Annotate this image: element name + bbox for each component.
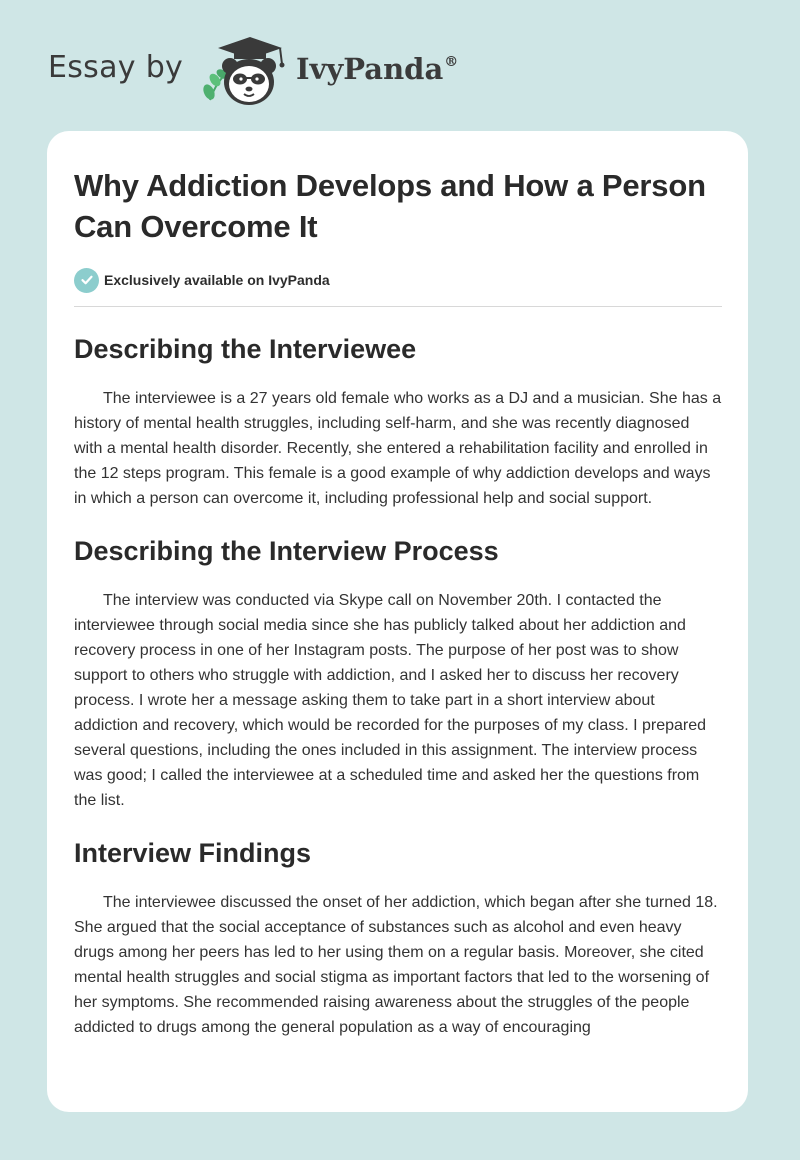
- panda-graduate-logo-icon[interactable]: [200, 34, 292, 110]
- brand-name[interactable]: [296, 52, 458, 86]
- title-divider: [74, 306, 722, 307]
- exclusive-badge: [74, 266, 722, 294]
- section-paragraph: The interview was conducted via Skype call on November 20th. I contacted the interviewee through social media since she has publicly talked about her addiction and recovery process in one of her Instagram posts. The purpose of her post was to show support to others who struggle with addiction, and I asked her to discuss her recovery process. I wrote her a message asking them to take part in a short interview about addiction and recovery, which would be recorded for the purposes of my class. I prepared several questions, including the ones included in this assignment. The interview process was good; I called the interviewee at a scheduled time and asked her the questions from the list.: [74, 592, 707, 809]
- checkmark-glyph: [80, 273, 94, 287]
- section-paragraph: The interviewee is a 27 years old female who works as a DJ and a musician. She has a history of mental health struggles, including self-harm, and she was recently diagnosed with a mental health disorder. Recently, she entered a rehabilitation facility and enrolled in the 12 steps program. This female is a good example of why addiction develops and ways in which a person can overcome it, including professional help and social support.: [74, 390, 722, 507]
- essay-title: Why Addiction Develops and How a Person Can Overcome It: [74, 168, 706, 244]
- essay-card: [47, 131, 748, 1112]
- section-heading: Interview Findings: [74, 838, 312, 868]
- section-paragraph: The interviewee discussed the onset of her addiction, which began after she turned 18. She argued that the social acceptance of substances such as alcohol and even heavy drugs among her peers has led to her using them on a regular basis. Moreover, she cited mental health struggles and social stigma as important factors that led to the worsening of her symptoms. She recommended raising awareness about the struggles of the people addicted to drugs among the general population as a way of encouraging: [74, 894, 718, 1036]
- check-circle-icon: [74, 268, 99, 293]
- section-interview-findings: [74, 836, 722, 1040]
- registered-mark: ®: [444, 54, 459, 70]
- site-header: [48, 34, 528, 110]
- section-heading: Describing the Interviewee: [74, 334, 417, 364]
- section-heading: Describing the Interview Process: [74, 536, 499, 566]
- brand-name-text: IvyPanda: [296, 52, 444, 86]
- section-interviewee: [74, 332, 722, 511]
- exclusive-label: Exclusively available on IvyPanda: [104, 272, 330, 288]
- brand-prefix: Essay by: [48, 50, 184, 85]
- section-interview-process: [74, 534, 722, 813]
